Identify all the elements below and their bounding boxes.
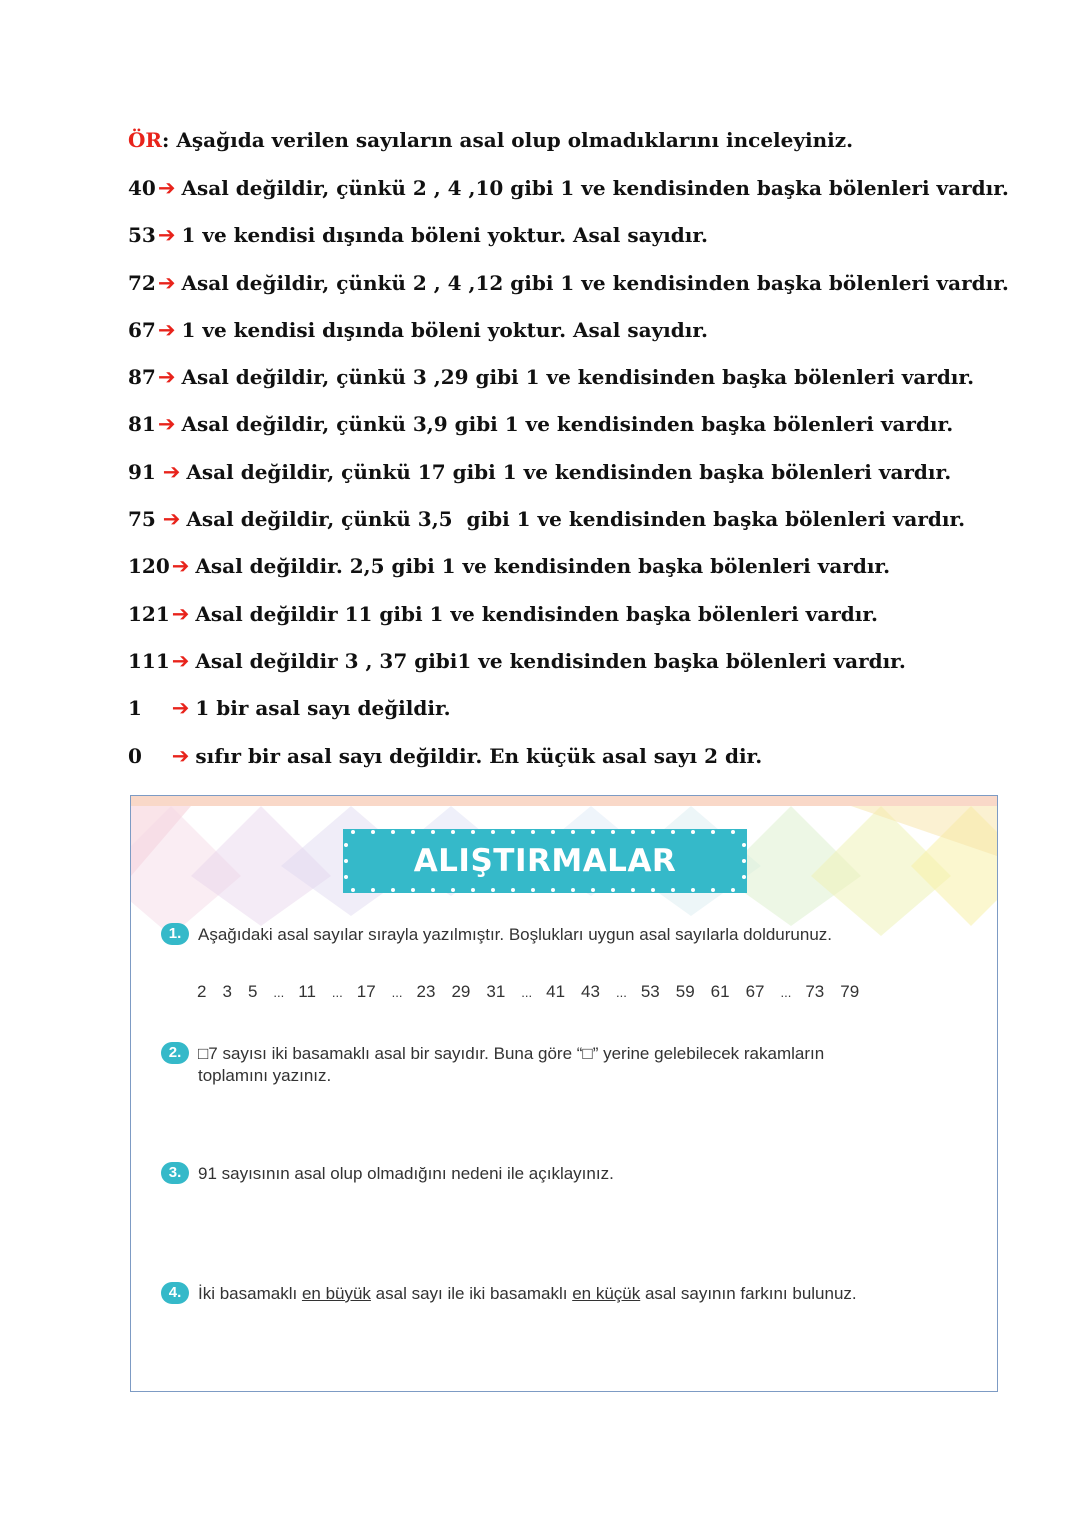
arrow-right-icon: ➔ xyxy=(157,176,176,200)
list-item xyxy=(128,507,1028,554)
number: 81 xyxy=(128,412,156,437)
sequence-blank: ... xyxy=(780,985,792,1000)
sequence-item: 17 xyxy=(356,982,376,1001)
sequence-blank: ... xyxy=(521,985,533,1000)
sequence-item: 2 xyxy=(197,982,207,1001)
arrow-right-icon: ➔ xyxy=(171,601,190,626)
arrow-right-icon: ➔ xyxy=(157,365,176,390)
number: 91 xyxy=(128,459,163,484)
arrow-right-icon: ➔ xyxy=(171,696,190,721)
explanation: Asal değildir 3 , 37 gibi1 ve kendisinden başka bölenleri vardır. xyxy=(195,648,906,673)
sequence-item: 41 xyxy=(546,982,566,1001)
arrow-right-icon: ➔ xyxy=(157,223,176,248)
sequence-item: 43 xyxy=(581,982,600,1001)
sequence-item: 53 xyxy=(640,982,660,1001)
q4-underlined-smallest: en küçük xyxy=(572,1284,641,1303)
number: 0 xyxy=(128,743,170,768)
question-text-line-2: toplamını yazınız. xyxy=(198,1066,332,1085)
list-item xyxy=(128,271,1028,318)
question-number-badge: 4. xyxy=(161,1282,189,1304)
explanation: Asal değildir. 2,5 gibi 1 ve kendisinden başka bölenleri vardır. xyxy=(195,554,891,579)
arrow-right-icon: ➔ xyxy=(162,507,181,532)
list-item xyxy=(128,602,1028,649)
exercises-banner xyxy=(343,829,747,893)
sequence-item: 73 xyxy=(805,982,825,1001)
sequence-item: 59 xyxy=(675,982,695,1001)
q4-text-part: asal sayı ile iki basamaklı xyxy=(370,1284,573,1303)
explanation: Asal değildir, çünkü 3,9 gibi 1 ve kendisinden başka bölenleri vardır. xyxy=(181,412,954,437)
list-item xyxy=(128,460,1028,507)
arrow-right-icon: ➔ xyxy=(162,459,181,484)
list-item xyxy=(128,176,1028,223)
exercises-title: ALIŞTIRMALAR xyxy=(413,843,677,879)
q4-underlined-largest: en büyük xyxy=(301,1284,371,1303)
explanation: Asal değildir, çünkü 2 , 4 ,10 gibi 1 ve kendisinden başka bölenleri vardır. xyxy=(181,176,1009,200)
question-text: 91 sayısının asal olup olmadığını nedeni ile açıklayınız. xyxy=(198,1164,614,1183)
explanation: 1 bir asal sayı değildir. xyxy=(195,696,451,721)
number: 72 xyxy=(128,270,156,295)
arrow-right-icon: ➔ xyxy=(157,412,176,437)
list-item xyxy=(128,554,1028,601)
sequence-blank: ... xyxy=(615,985,627,1000)
explanation: 1 ve kendisi dışında böleni yoktur. Asal sayıdır. xyxy=(181,223,709,248)
number: 75 xyxy=(128,507,163,532)
explanation: Asal değildir, çünkü 17 gibi 1 ve kendisinden başka bölenleri vardır. xyxy=(186,459,952,484)
explanation: 1 ve kendisi dışında böleni yoktur. Asal sayıdır. xyxy=(181,317,709,342)
arrow-right-icon: ➔ xyxy=(171,554,190,579)
sequence-item: 5 xyxy=(247,982,258,1001)
arrow-right-icon: ➔ xyxy=(157,270,176,295)
number: 53 xyxy=(128,223,156,248)
example-label: ÖR xyxy=(128,128,163,152)
question-text xyxy=(198,1283,857,1305)
question-text-line-1: □7 sayısı iki basamaklı asal bir sayıdır. Buna göre “□” yerine gelebilecek rakamların xyxy=(198,1044,825,1063)
arrow-right-icon: ➔ xyxy=(157,317,176,342)
q4-text-part: İki basamaklı xyxy=(198,1284,302,1303)
prime-sequence xyxy=(197,982,875,1002)
list-item xyxy=(128,649,1028,696)
number: 121 xyxy=(128,601,170,626)
explanation: Asal değildir, çünkü 2 , 4 ,12 gibi 1 ve kendisinden başka bölenleri vardır. xyxy=(181,270,1009,295)
number: 40 xyxy=(128,176,156,200)
explanation: Asal değildir, çünkü 3,5 gibi 1 ve kendisinden başka bölenleri vardır. xyxy=(186,507,966,532)
sequence-item: 11 xyxy=(298,982,316,1001)
sequence-item: 67 xyxy=(745,982,765,1001)
list-item xyxy=(128,365,1028,412)
list-item xyxy=(128,318,1028,365)
sequence-item: 79 xyxy=(840,982,860,1001)
sequence-item: 61 xyxy=(710,982,730,1001)
list-item xyxy=(128,696,1028,743)
explanation: sıfır bir asal sayı değildir. En küçük asal sayı 2 dir. xyxy=(195,743,763,768)
number: 111 xyxy=(128,648,170,673)
sequence-blank: ... xyxy=(273,985,285,1000)
list-item xyxy=(128,412,1028,459)
question-number-badge: 1. xyxy=(161,923,189,945)
number-analysis-list xyxy=(128,176,1028,791)
sequence-item: 29 xyxy=(451,982,471,1001)
example-prompt: : Aşağıda verilen sayıların asal olup olmadıklarını inceleyiniz. xyxy=(162,128,854,152)
list-item xyxy=(128,744,1028,791)
sequence-item: 23 xyxy=(416,982,436,1001)
sequence-item: 31 xyxy=(486,982,506,1001)
exercises-box xyxy=(130,795,998,1392)
sequence-blank: ... xyxy=(391,985,403,1000)
explanation: Asal değildir, çünkü 3 ,29 gibi 1 ve kendisinden başka bölenleri vardır. xyxy=(181,365,975,390)
question-number-badge: 2. xyxy=(161,1042,189,1064)
question-number-badge: 3. xyxy=(161,1162,189,1184)
example-heading xyxy=(128,128,853,152)
list-item xyxy=(128,223,1028,270)
explanation: Asal değildir 11 gibi 1 ve kendisinden başka bölenleri vardır. xyxy=(195,601,879,626)
arrow-right-icon: ➔ xyxy=(171,743,190,768)
q4-text-part: asal sayının farkını bulunuz. xyxy=(640,1284,857,1303)
number: 1 xyxy=(128,696,170,721)
question-text: Aşağıdaki asal sayılar sırayla yazılmıştır. Boşlukları uygun asal sayılarla doldurunuz. xyxy=(198,925,833,944)
number: 67 xyxy=(128,317,156,342)
number: 120 xyxy=(128,554,170,579)
number: 87 xyxy=(128,365,156,390)
sequence-item: 3 xyxy=(222,982,232,1001)
arrow-right-icon: ➔ xyxy=(171,648,190,673)
sequence-blank: ... xyxy=(331,985,343,1000)
